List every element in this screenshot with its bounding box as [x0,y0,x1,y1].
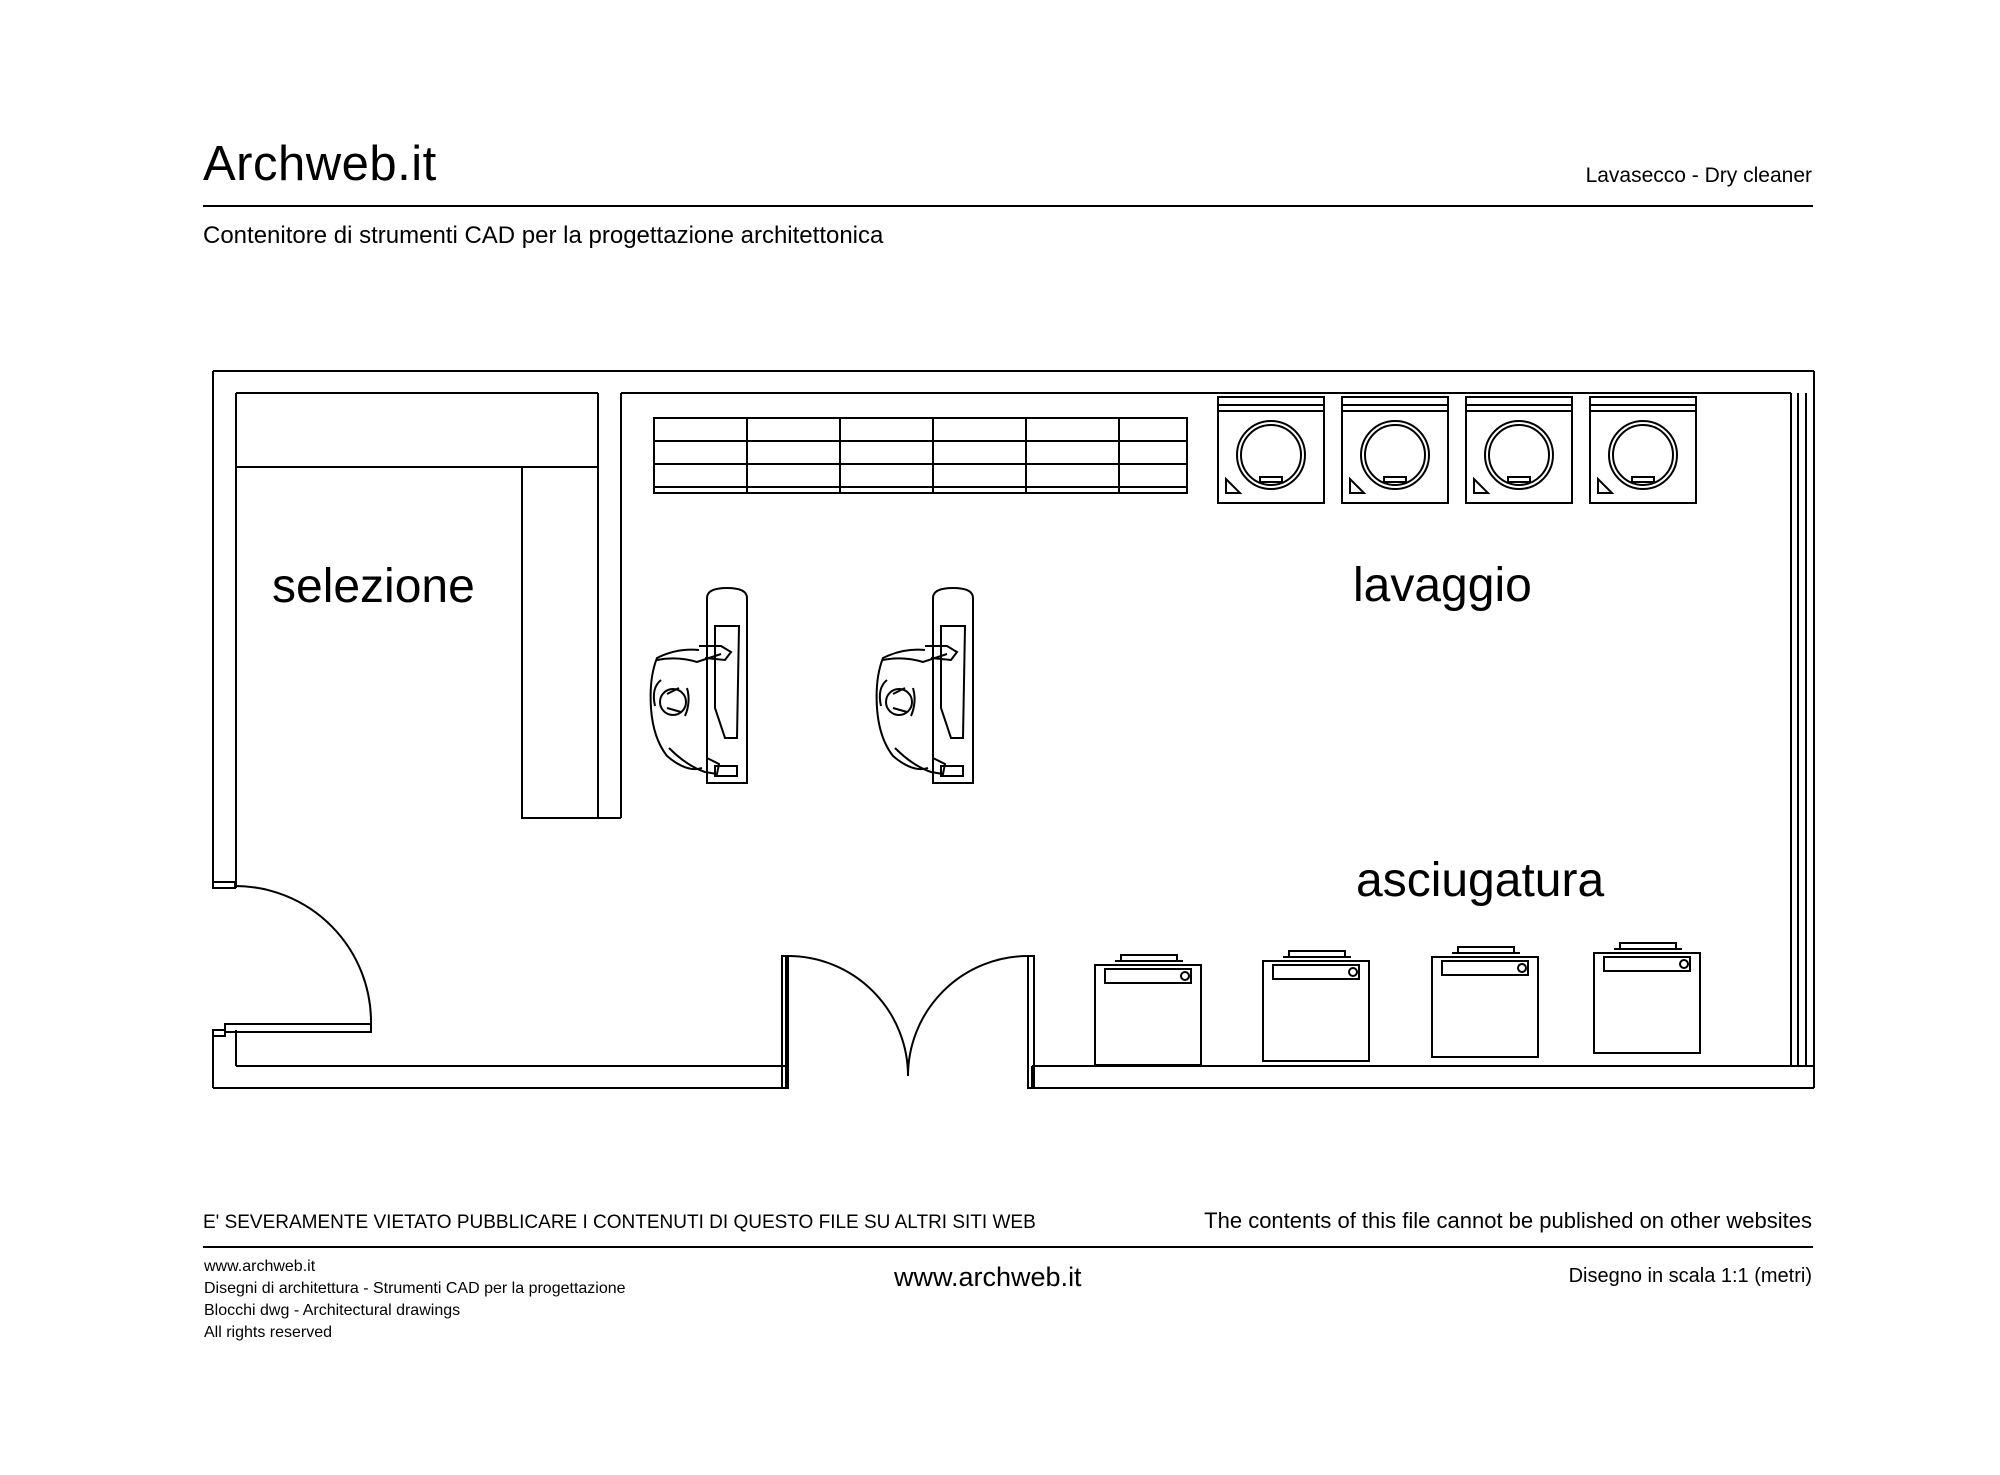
brand-logo: Archweb.it [203,137,437,191]
drawing-title: Lavasecco - Dry cleaner [1585,164,1812,187]
scale-note: Disegno in scala 1:1 (metri) [1568,1265,1812,1287]
warning-english: The contents of this file cannot be published on other websites [1204,1208,1812,1233]
warning-italian: E' SEVERAMENTE VIETATO PUBBLICARE I CONTENUTI DI QUESTO FILE SU ALTRI SITI WEB [203,1212,1036,1233]
site-url[interactable]: www.archweb.it [894,1262,1082,1292]
footer-info-line: All rights reserved [204,1324,333,1341]
footer-info-line: Disegni di architettura - Strumenti CAD per la progettazione [204,1280,626,1297]
subtitle: Contenitore di strumenti CAD per la progettazione architettonica [203,222,884,249]
room-label-selezione: selezione [272,560,475,613]
footer-info-line: Blocchi dwg - Architectural drawings [204,1302,461,1319]
room-label-asciugatura: asciugatura [1356,854,1605,907]
room-label-lavaggio: lavaggio [1353,559,1532,612]
footer-rule [203,1246,1813,1248]
footer-info-line: www.archweb.it [204,1258,316,1275]
